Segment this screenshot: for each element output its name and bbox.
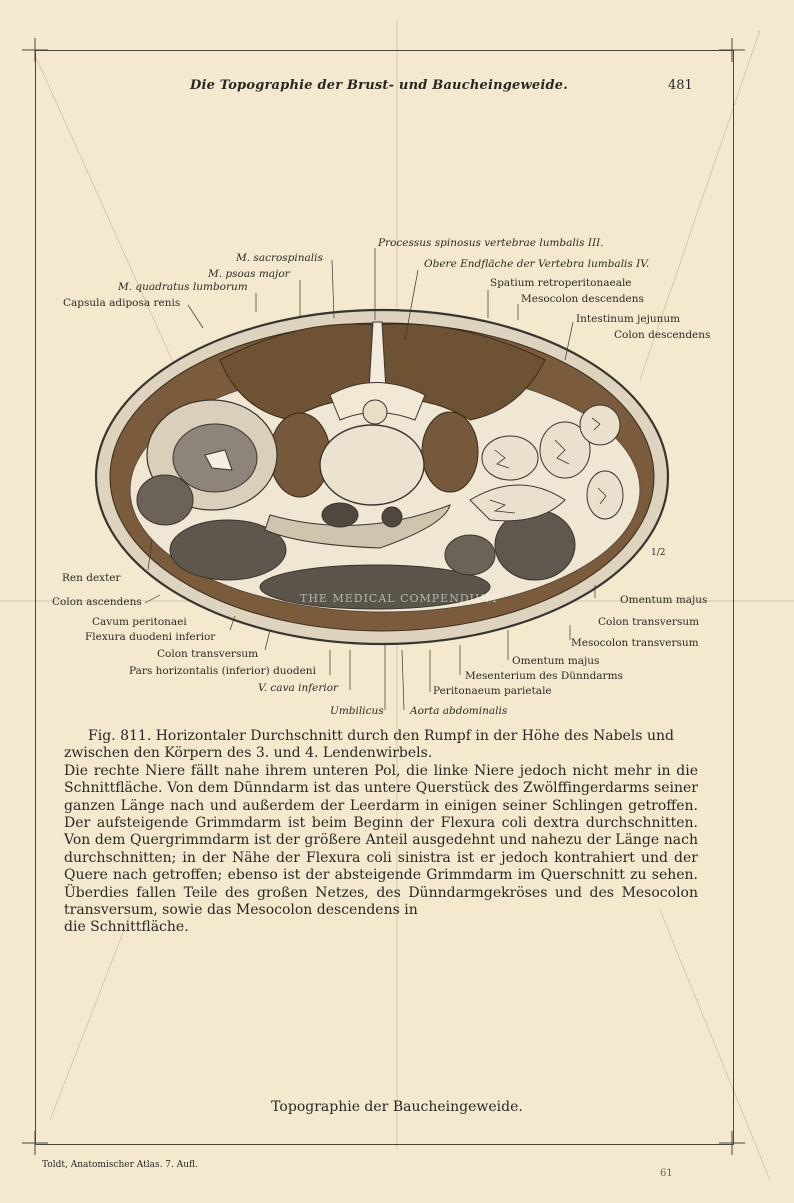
label-flexura-duodeni: Flexura duodeni inferior: [85, 631, 216, 643]
label-mesocolon-transversum: Mesocolon transversum: [571, 637, 699, 649]
label-colon-ascendens: Colon ascendens: [52, 596, 142, 608]
caption-body: Die rechte Niere fällt nahe ihrem unteren Pol, die linke Niere jedoch nicht mehr in die Schnittfläche. Von dem Dünndarm ist das untere Querstück des Zwölffingerdarms seiner ganzen Länge nach und außerdem der Leerdarm in einigen seiner Schlingen getroffen. Der aufsteigende Grimmdarm ist beim Beginn der Flexura coli dextra durchschnitten. Von dem Quergrimmdarm ist der größere Anteil ausgedehnt und nahezu der Länge nach durchschnitten; in der Nähe der Flexura coli sinistra ist er jedoch kontrahiert und der Quere nach getroffen; ebenso ist der absteigende Grimmdarm im Querschnitt zu sehen. Überdies fallen Teile des großen Netzes, des Dünndarmgekröses und des Mesocolon transversum, sowie das Mesocolon descendens in: [64, 762, 698, 919]
label-ren-dexter: Ren dexter: [62, 572, 121, 584]
figure-caption: [64, 728, 698, 937]
label-aorta-abdominalis: Aorta abdominalis: [410, 705, 508, 717]
label-cavum-peritonaei: Cavum peritonaei: [92, 616, 187, 628]
label-processus-spinosus: Processus spinosus vertebrae lumbalis III.: [378, 237, 604, 249]
label-intestinum-jejunum: Intestinum jejunum: [576, 313, 681, 325]
label-omentum-majus-bottom: Omentum majus: [512, 655, 600, 667]
label-m-psoas-major: M. psoas major: [208, 268, 290, 280]
label-obere-endflaeche: Obere Endfläche der Vertebra lumbalis IV.: [424, 258, 650, 270]
label-m-quadratus-lumborum: M. quadratus lumborum: [118, 281, 248, 293]
label-omentum-majus-right: Omentum majus: [620, 594, 708, 606]
label-mesocolon-descendens: Mesocolon descendens: [521, 293, 644, 305]
caption-title: Fig. 811. Horizontaler Durchschnitt durch den Rumpf in der Höhe des Nabels und zwischen den Körpern des 3. und 4. Lendenwirbels.: [64, 728, 674, 762]
label-pars-horizontalis: Pars horizontalis (inferior) duodeni: [129, 665, 316, 677]
publication-credit: Toldt, Anatomischer Atlas. 7. Aufl.: [42, 1160, 198, 1170]
page-number: 481: [668, 78, 693, 93]
label-capsula-adiposa: Capsula adiposa renis: [63, 297, 181, 309]
label-v-cava-inferior: V. cava inferior: [258, 682, 339, 694]
footer-title: Topographie der Baucheingeweide.: [271, 1099, 523, 1115]
label-umbilicus: Umbilicus: [330, 705, 384, 717]
label-spatium-retroperitonaeale: Spatium retroperitonaeale: [490, 277, 632, 289]
caption-last-line: die Schnittfläche.: [64, 919, 189, 936]
label-colon-descendens: Colon descendens: [614, 329, 711, 341]
label-peritonaeum-parietale: Peritonaeum parietale: [433, 685, 552, 697]
watermark: THE MEDICAL COMPENDIUM: [300, 592, 498, 605]
label-colon-transversum-left: Colon transversum: [157, 648, 259, 660]
running-header: Die Topographie der Brust- und Baucheingeweide.: [190, 78, 568, 93]
label-mesenterium: Mesenterium des Dünndarms: [465, 670, 623, 682]
sheet-number: 61: [660, 1168, 673, 1179]
label-m-sacrospinalis: M. sacrospinalis: [236, 252, 323, 264]
label-half-scale: 1/2: [651, 548, 666, 558]
label-colon-transversum-right: Colon transversum: [598, 616, 700, 628]
